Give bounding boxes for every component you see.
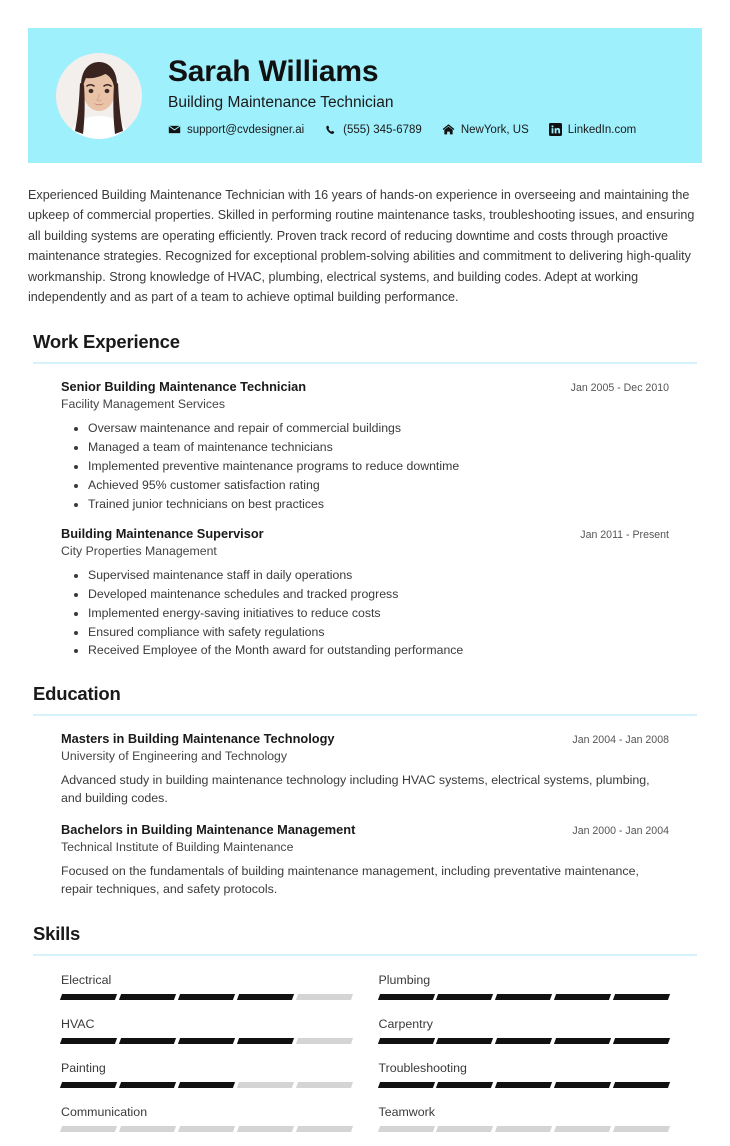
skill-label: HVAC (61, 1016, 95, 1031)
skill-item (379, 970, 670, 1014)
education-description: Advanced study in building maintenance technology including HVAC systems, electrical systems, plumbing, and building codes. (61, 772, 650, 805)
candidate-job-title: Building Maintenance Technician (168, 93, 394, 111)
skill-rating-segment (296, 1082, 353, 1088)
education-degree: Bachelors in Building Maintenance Management (61, 821, 356, 837)
skill-rating-segment (296, 994, 353, 1000)
work-entry-header (61, 379, 669, 394)
home-icon (442, 123, 455, 136)
professional-summary: Experienced Building Maintenance Technician with 16 years of hands-on experience in overseeing and maintaining the upkeep of commercial properties. Skilled in performing routine maintenance tasks, troubleshooting issues, and ensuring all building systems are operating efficiently. Proven track record of reducing downtime and costs through proactive maintenance strategies. Recognized for exceptional problem-solving abilities and commitment to delivering high-quality workmanship. Strong knowledge of HVAC, plumbing, electrical systems, and building codes. Adept at working independently and as part of a team to achieve optimal building performance. (28, 188, 695, 304)
education-entry-header (61, 822, 669, 837)
envelope-icon (168, 123, 181, 136)
list-item: • Trained junior technicians on best practices (88, 496, 669, 512)
skill-rating-segment (119, 994, 176, 1000)
work-bullets (61, 567, 669, 659)
skill-rating-bar (61, 1126, 352, 1132)
skill-rating-segment (495, 1082, 552, 1088)
skill-rating-bar (379, 1038, 670, 1044)
skill-rating-segment (495, 1038, 552, 1044)
education-entry-header (61, 731, 669, 746)
skill-rating-bar (61, 1082, 352, 1088)
contact-linkedin-text: LinkedIn.com (567, 123, 637, 136)
skill-rating-bar (379, 994, 670, 1000)
skill-rating-segment (377, 1038, 434, 1044)
work-role: Building Maintenance Supervisor (61, 526, 264, 542)
skill-label: Plumbing (378, 972, 431, 987)
skill-rating-segment (178, 1126, 235, 1132)
education-date: Jan 2004 - Jan 2008 (572, 733, 669, 746)
skill-rating-segment (178, 994, 235, 1000)
work-date: Jan 2011 - Present (580, 529, 669, 542)
skill-label: Communication (61, 1104, 148, 1119)
list-item: • Achieved 95% customer satisfaction rating (88, 477, 669, 493)
education-school: University of Engineering and Technology (61, 748, 288, 763)
skill-item (379, 1014, 670, 1058)
work-role: Senior Building Maintenance Technician (61, 379, 307, 395)
skill-item (61, 1058, 352, 1102)
contact-email[interactable] (168, 123, 304, 136)
skill-rating-segment (436, 994, 493, 1000)
skill-rating-segment (178, 1038, 235, 1044)
work-company: Facility Management Services (61, 397, 226, 412)
contact-phone-text: (555) 345-6789 (343, 123, 422, 136)
section-education (33, 683, 697, 899)
header-text (168, 55, 678, 137)
skills-heading: Skills (33, 922, 81, 944)
skill-rating-segment (554, 1082, 611, 1088)
skill-rating-segment (554, 1126, 611, 1132)
skill-rating-segment (60, 994, 117, 1000)
skill-rating-segment (119, 1082, 176, 1088)
education-entry (61, 731, 669, 808)
section-skills (33, 923, 697, 1146)
skill-rating-bar (379, 1126, 670, 1132)
list-item: • Implemented energy-saving initiatives to reduce costs (88, 605, 669, 621)
linkedin-icon (549, 123, 562, 136)
skill-rating-segment (495, 994, 552, 1000)
skill-rating-segment (60, 1082, 117, 1088)
contact-list (168, 123, 678, 136)
list-item: • Managed a team of maintenance technicians (88, 439, 669, 455)
skill-rating-segment (436, 1126, 493, 1132)
education-description: Focused on the fundamentals of building maintenance management, including preventative maintenance, repair techniques, and safety protocols. (61, 863, 639, 896)
resume-page (0, 28, 730, 1119)
work-bullets (61, 420, 669, 512)
skill-rating-segment (237, 1082, 294, 1088)
phone-icon (324, 123, 337, 136)
section-divider (33, 362, 697, 364)
work-entries (33, 379, 697, 658)
skill-rating-segment (554, 1038, 611, 1044)
skill-rating-bar (61, 994, 352, 1000)
list-item: • Developed maintenance schedules and tracked progress (88, 586, 669, 602)
section-divider (33, 714, 697, 716)
skill-rating-bar (61, 1038, 352, 1044)
list-item: • Received Employee of the Month award for outstanding performance (88, 642, 669, 658)
skill-rating-segment (60, 1038, 117, 1044)
resume-header (28, 28, 702, 163)
skill-rating-segment (237, 994, 294, 1000)
work-entry (61, 526, 669, 659)
skill-rating-segment (60, 1126, 117, 1132)
work-entry-header (61, 526, 669, 541)
contact-location-text: NewYork, US (460, 123, 529, 136)
skills-grid (33, 970, 697, 1146)
work-company: City Properties Management (61, 544, 217, 559)
list-item: • Oversaw maintenance and repair of commercial buildings (88, 420, 669, 436)
skill-rating-segment (613, 994, 670, 1000)
skill-label: Troubleshooting (378, 1060, 467, 1075)
skill-rating-segment (377, 1082, 434, 1088)
work-entry (61, 379, 669, 512)
skill-label: Painting (61, 1060, 106, 1075)
skill-rating-segment (237, 1038, 294, 1044)
contact-linkedin[interactable] (549, 123, 636, 136)
candidate-name: Sarah Williams (168, 54, 379, 88)
skill-rating-segment (237, 1126, 294, 1132)
section-divider (33, 954, 697, 956)
skill-rating-segment (436, 1038, 493, 1044)
contact-phone[interactable] (324, 123, 422, 136)
skill-rating-segment (296, 1126, 353, 1132)
skill-label: Carpentry (378, 1016, 433, 1031)
section-work-experience (33, 331, 697, 658)
skill-rating-segment (296, 1038, 353, 1044)
skill-rating-segment (377, 994, 434, 1000)
list-item: • Supervised maintenance staff in daily operations (88, 567, 669, 583)
education-date: Jan 2000 - Jan 2004 (572, 824, 669, 837)
skill-rating-segment (613, 1038, 670, 1044)
skill-rating-segment (178, 1082, 235, 1088)
list-item: • Ensured compliance with safety regulations (88, 624, 669, 640)
skill-rating-segment (436, 1082, 493, 1088)
skill-item (61, 970, 352, 1014)
skill-label: Electrical (61, 972, 112, 987)
skill-rating-segment (495, 1126, 552, 1132)
education-entry (61, 822, 669, 899)
skill-rating-bar (379, 1082, 670, 1088)
skill-rating-segment (613, 1082, 670, 1088)
skill-item (61, 1102, 352, 1146)
skill-rating-segment (613, 1126, 670, 1132)
education-degree: Masters in Building Maintenance Technology (61, 730, 335, 746)
contact-location[interactable] (442, 123, 529, 136)
education-heading: Education (33, 682, 121, 704)
skill-item (379, 1102, 670, 1146)
avatar (56, 53, 142, 139)
skill-item (379, 1058, 670, 1102)
work-experience-heading: Work Experience (33, 331, 180, 353)
contact-email-text: support@cvdesigner.ai (187, 123, 305, 136)
education-school: Technical Institute of Building Maintenance (61, 839, 294, 854)
list-item: • Implemented preventive maintenance programs to reduce downtime (88, 458, 669, 474)
work-date: Jan 2005 - Dec 2010 (570, 382, 669, 395)
skill-rating-segment (119, 1038, 176, 1044)
skill-label: Teamwork (378, 1104, 435, 1119)
skill-rating-segment (554, 994, 611, 1000)
skill-item (61, 1014, 352, 1058)
skill-rating-segment (377, 1126, 434, 1132)
education-entries (33, 731, 697, 899)
skill-rating-segment (119, 1126, 176, 1132)
